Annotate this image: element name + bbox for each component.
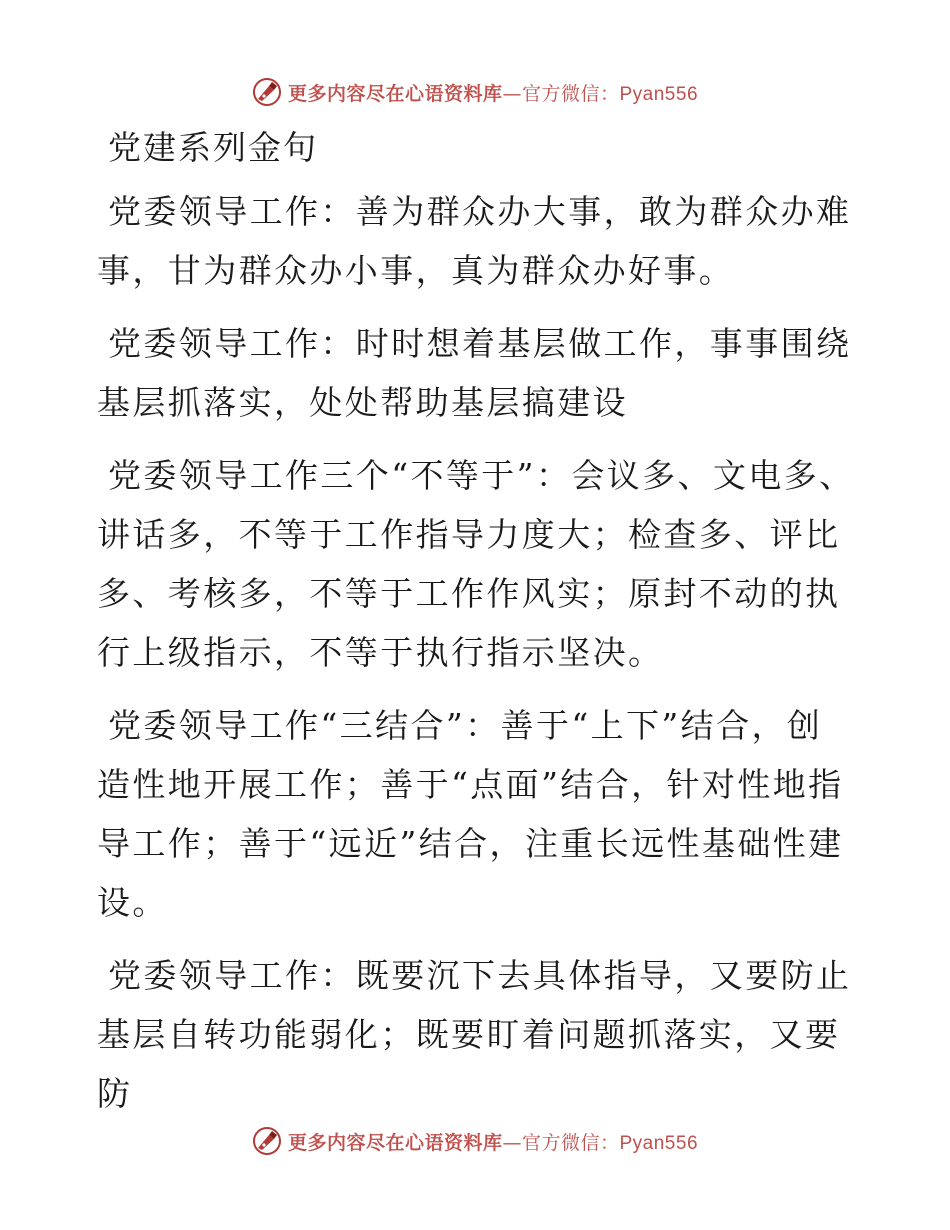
pen-nib-logo-icon	[252, 77, 282, 107]
pen-nib-logo-icon	[252, 1126, 282, 1156]
header-banner	[0, 72, 950, 112]
header-banner-text	[288, 79, 698, 106]
footer-wechat-label: 官方微信：	[521, 1131, 620, 1154]
footer-brand-text: 更多内容尽在心语资料库	[287, 1131, 503, 1154]
paragraph: 党委领导工作：时时想着基层做工作，事事围绕基层抓落实，处处帮助基层搞建设	[97, 324, 852, 422]
footer-wechat-id: Pyan556	[619, 1132, 699, 1154]
footer-banner-text	[288, 1128, 698, 1155]
footer-dash: —	[502, 1131, 522, 1154]
paragraph: 党委领导工作三个“不等于”：会议多、文电多、讲话多，不等于工作指导力度大；检查多、评比多、考核多，不等于工作作风实；原封不动的执行上级指示，不等于执行指示坚决。	[97, 456, 855, 672]
footer-banner	[0, 1121, 950, 1161]
paragraph: 党委领导工作：既要沉下去具体指导，又要防止基层自转功能弱化；既要盯着问题抓落实，又要防	[97, 956, 852, 1113]
header-dash: —	[502, 82, 522, 105]
header-wechat-label: 官方微信：	[521, 82, 620, 105]
document-title: 党建系列金句	[108, 128, 318, 167]
paragraph: 党委领导工作“三结合”：善于“上下”结合，创造性地开展工作；善于“点面”结合，针对性地指导工作；善于“远近”结合，注重长远性基础性建设。	[97, 706, 844, 922]
header-brand-text: 更多内容尽在心语资料库	[287, 82, 503, 105]
paragraph: 党委领导工作：善为群众办大事，敢为群众办难事，甘为群众办小事，真为群众办好事。	[97, 192, 852, 290]
header-wechat-id: Pyan556	[619, 83, 699, 105]
document-body	[97, 120, 857, 1137]
